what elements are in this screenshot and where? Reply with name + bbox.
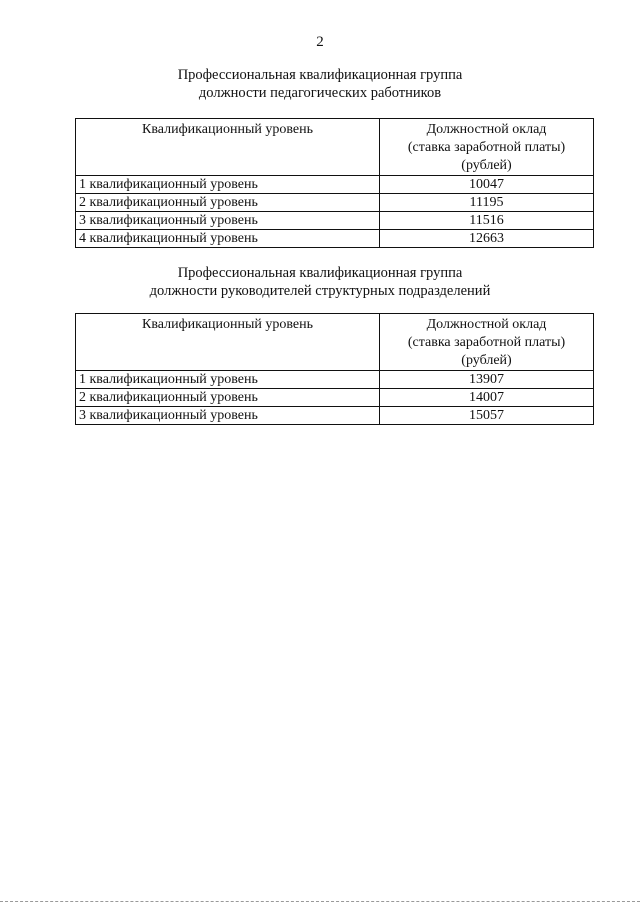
level-cell: 3 квалификационный уровень xyxy=(76,212,380,230)
group-title-line2: должности педагогических работников xyxy=(198,85,442,101)
header-salary-line1: Должностной оклад xyxy=(426,122,547,137)
header-salary-line3: (рублей) xyxy=(461,158,512,173)
level-cell: 1 квалификационный уровень xyxy=(76,176,380,194)
table-row xyxy=(76,407,594,425)
table-header-row xyxy=(76,314,594,371)
salary-cell: 14007 xyxy=(380,389,594,407)
level-cell: 1 квалификационный уровень xyxy=(76,371,380,389)
salary-cell: 11516 xyxy=(380,212,594,230)
header-level: Квалификационный уровень xyxy=(76,314,380,371)
page-number: 2 xyxy=(316,34,324,50)
level-cell: 2 квалификационный уровень xyxy=(76,194,380,212)
page-bottom-divider xyxy=(0,901,640,902)
salary-table-managers xyxy=(75,313,594,425)
group-title-line1: Профессиональная квалификационная группа xyxy=(177,265,463,281)
header-salary-line2: (ставка заработной платы) xyxy=(407,335,566,350)
group-title-line2: должности руководителей структурных подразделений xyxy=(149,283,491,299)
salary-cell: 13907 xyxy=(380,371,594,389)
salary-cell: 11195 xyxy=(380,194,594,212)
salary-cell: 12663 xyxy=(380,230,594,248)
table-row xyxy=(76,212,594,230)
salary-cell: 15057 xyxy=(380,407,594,425)
level-cell: 2 квалификационный уровень xyxy=(76,389,380,407)
table-row xyxy=(76,176,594,194)
salary-table-pedagogical xyxy=(75,118,594,248)
group-title-line1: Профессиональная квалификационная группа xyxy=(177,67,463,83)
header-salary xyxy=(380,119,594,176)
table-row xyxy=(76,371,594,389)
group-title-pedagogical xyxy=(0,66,640,102)
group-title-managers xyxy=(0,264,640,300)
header-salary-line1: Должностной оклад xyxy=(426,317,547,332)
level-cell: 3 квалификационный уровень xyxy=(76,407,380,425)
table-row xyxy=(76,194,594,212)
table-row xyxy=(76,389,594,407)
header-salary-line2: (ставка заработной платы) xyxy=(407,140,566,155)
level-cell: 4 квалификационный уровень xyxy=(76,230,380,248)
salary-cell: 10047 xyxy=(380,176,594,194)
header-level: Квалификационный уровень xyxy=(76,119,380,176)
header-salary xyxy=(380,314,594,371)
header-salary-line3: (рублей) xyxy=(461,353,512,368)
table-row xyxy=(76,230,594,248)
table-header-row xyxy=(76,119,594,176)
